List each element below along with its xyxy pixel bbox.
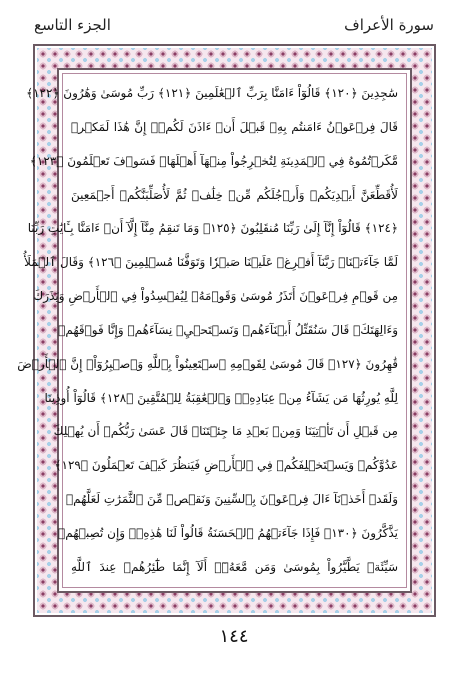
- verse-line: عَدُوَّكُمۡ وَيَسۡتَخۡلِفَكُمۡ فِي ٱلۡأَرۡضِ فَيَنظُرَ كَيۡفَ تَعۡمَلُونَ ﴿١٢٩﴾: [54, 458, 398, 473]
- verse-line: قَٰهِرُونَ ﴿١٢٧﴾ قَالَ مُوسَىٰ لِقَوۡمِهِ ٱسۡتَعِينُواْ بِٱللَّهِ وَٱصۡبِرُوٓاْۖ إِنَّ ٱلۡأَرۡضَ: [17, 356, 398, 371]
- verse-line: لَمَّا جَآءَتۡنَاۚ رَبَّنَآ أَفۡرِغۡ عَلَيۡنَا صَبۡرٗا وَتَوَفَّنَا مُسۡلِمِينَ ﴿١٢٦﴾ وَقَالَ ٱلۡمَلَأُ: [24, 255, 398, 270]
- text-panel: [17, 68, 412, 593]
- verse-line: سَٰجِدِينَ ﴿١٢٠﴾ قَالُوٓاْ ءَامَنَّا بِرَبِّ ٱلۡعَٰلَمِينَ ﴿١٢١﴾ رَبِّ مُوسَىٰ وَهَٰرُونَ ﴿١٢٢﴾: [26, 86, 398, 100]
- verse-line: مِن قَبۡلِ أَن تَأۡتِيَنَا وَمِنۢ بَعۡدِ مَا جِئۡتَنَاۚ قَالَ عَسَىٰ رَبُّكُمۡ أَن يُهۡلِكَ: [53, 424, 398, 439]
- verse-line: لَأُقَطِّعَنَّ أَيۡدِيَكُمۡ وَأَرۡجُلَكُم مِّنۡ خِلَٰفٖ ثُمَّ لَأُصَلِّبَنَّكُمۡ أَجۡمَعِينَ: [71, 187, 398, 202]
- verse-line: يَذَّكَّرُونَ ﴿١٣٠﴾ فَإِذَا جَآءَتۡهُمُ ٱلۡحَسَنَةُ قَالُواْ لَنَا هَٰذِهِۦۖ وَإِن تُصِبۡهُمۡ: [58, 525, 398, 540]
- verse-line: ﴿١٢٤﴾ قَالُوٓاْ إِنَّآ إِلَىٰ رَبِّنَا مُنقَلِبُونَ ﴿١٢٥﴾ وَمَا تَنقِمُ مِنَّآ إِلَّآ أَنۡ ءَامَنَّا بِـَٔايَٰتِ رَبِّنَا: [27, 221, 398, 236]
- verse-line: مَّكَرۡتُمُوهُ فِي ٱلۡمَدِينَةِ لِتُخۡرِجُواْ مِنۡهَآ أَهۡلَهَاۖ فَسَوۡفَ تَعۡلَمُونَ ﴿١٢٣﴾: [29, 153, 398, 168]
- verse-line: قَالَ فِرۡعَوۡنُ ءَامَنتُم بِهِۦ قَبۡلَ أَنۡ ءَاذَنَ لَكُمۡۖ إِنَّ هَٰذَا لَمَكۡرٞ: [71, 119, 398, 134]
- page-header: [34, 12, 434, 42]
- juz-name: الجزء التاسع: [34, 16, 111, 34]
- verse-line: وَءَالِهَتَكَۚ قَالَ سَنُقَتِّلُ أَبۡنَآءَهُمۡ وَنَسۡتَحۡيِۦ نِسَآءَهُمۡ وَإِنَّا فَوۡقَهُمۡ: [58, 322, 398, 337]
- decorative-frame: [17, 44, 436, 617]
- verse-line: سَيِّئَةٞ يَطَّيَّرُواْ بِمُوسَىٰ وَمَن مَّعَهُۥٓۗ أَلَآ إِنَّمَا طَٰٓئِرُهُمۡ عِندَ ٱللَّهِ: [71, 559, 398, 574]
- verse-line: مِن قَوۡمِ فِرۡعَوۡنَ أَتَذَرُ مُوسَىٰ وَقَوۡمَهُۥ لِيُفۡسِدُواْ فِي ٱلۡأَرۡضِ وَيَذَرَكَ: [33, 289, 398, 304]
- surah-name: سورة الأعراف: [344, 16, 434, 34]
- page-number: ١٤٤: [219, 626, 249, 647]
- verse-line: لِلَّهِ يُورِثُهَا مَن يَشَآءُ مِنۡ عِبَادِهِۦۖ وَٱلۡعَٰقِبَةُ لِلۡمُتَّقِينَ ﴿١٢٨﴾ قَالُوٓاْ أُوذِينَا: [44, 390, 398, 405]
- verse-line: وَلَقَدۡ أَخَذۡنَآ ءَالَ فِرۡعَوۡنَ بِٱلسِّنِينَ وَنَقۡصٖ مِّنَ ٱلثَّمَرَٰتِ لَعَلَّهُمۡ: [65, 492, 398, 507]
- verse-lines: [17, 78, 398, 583]
